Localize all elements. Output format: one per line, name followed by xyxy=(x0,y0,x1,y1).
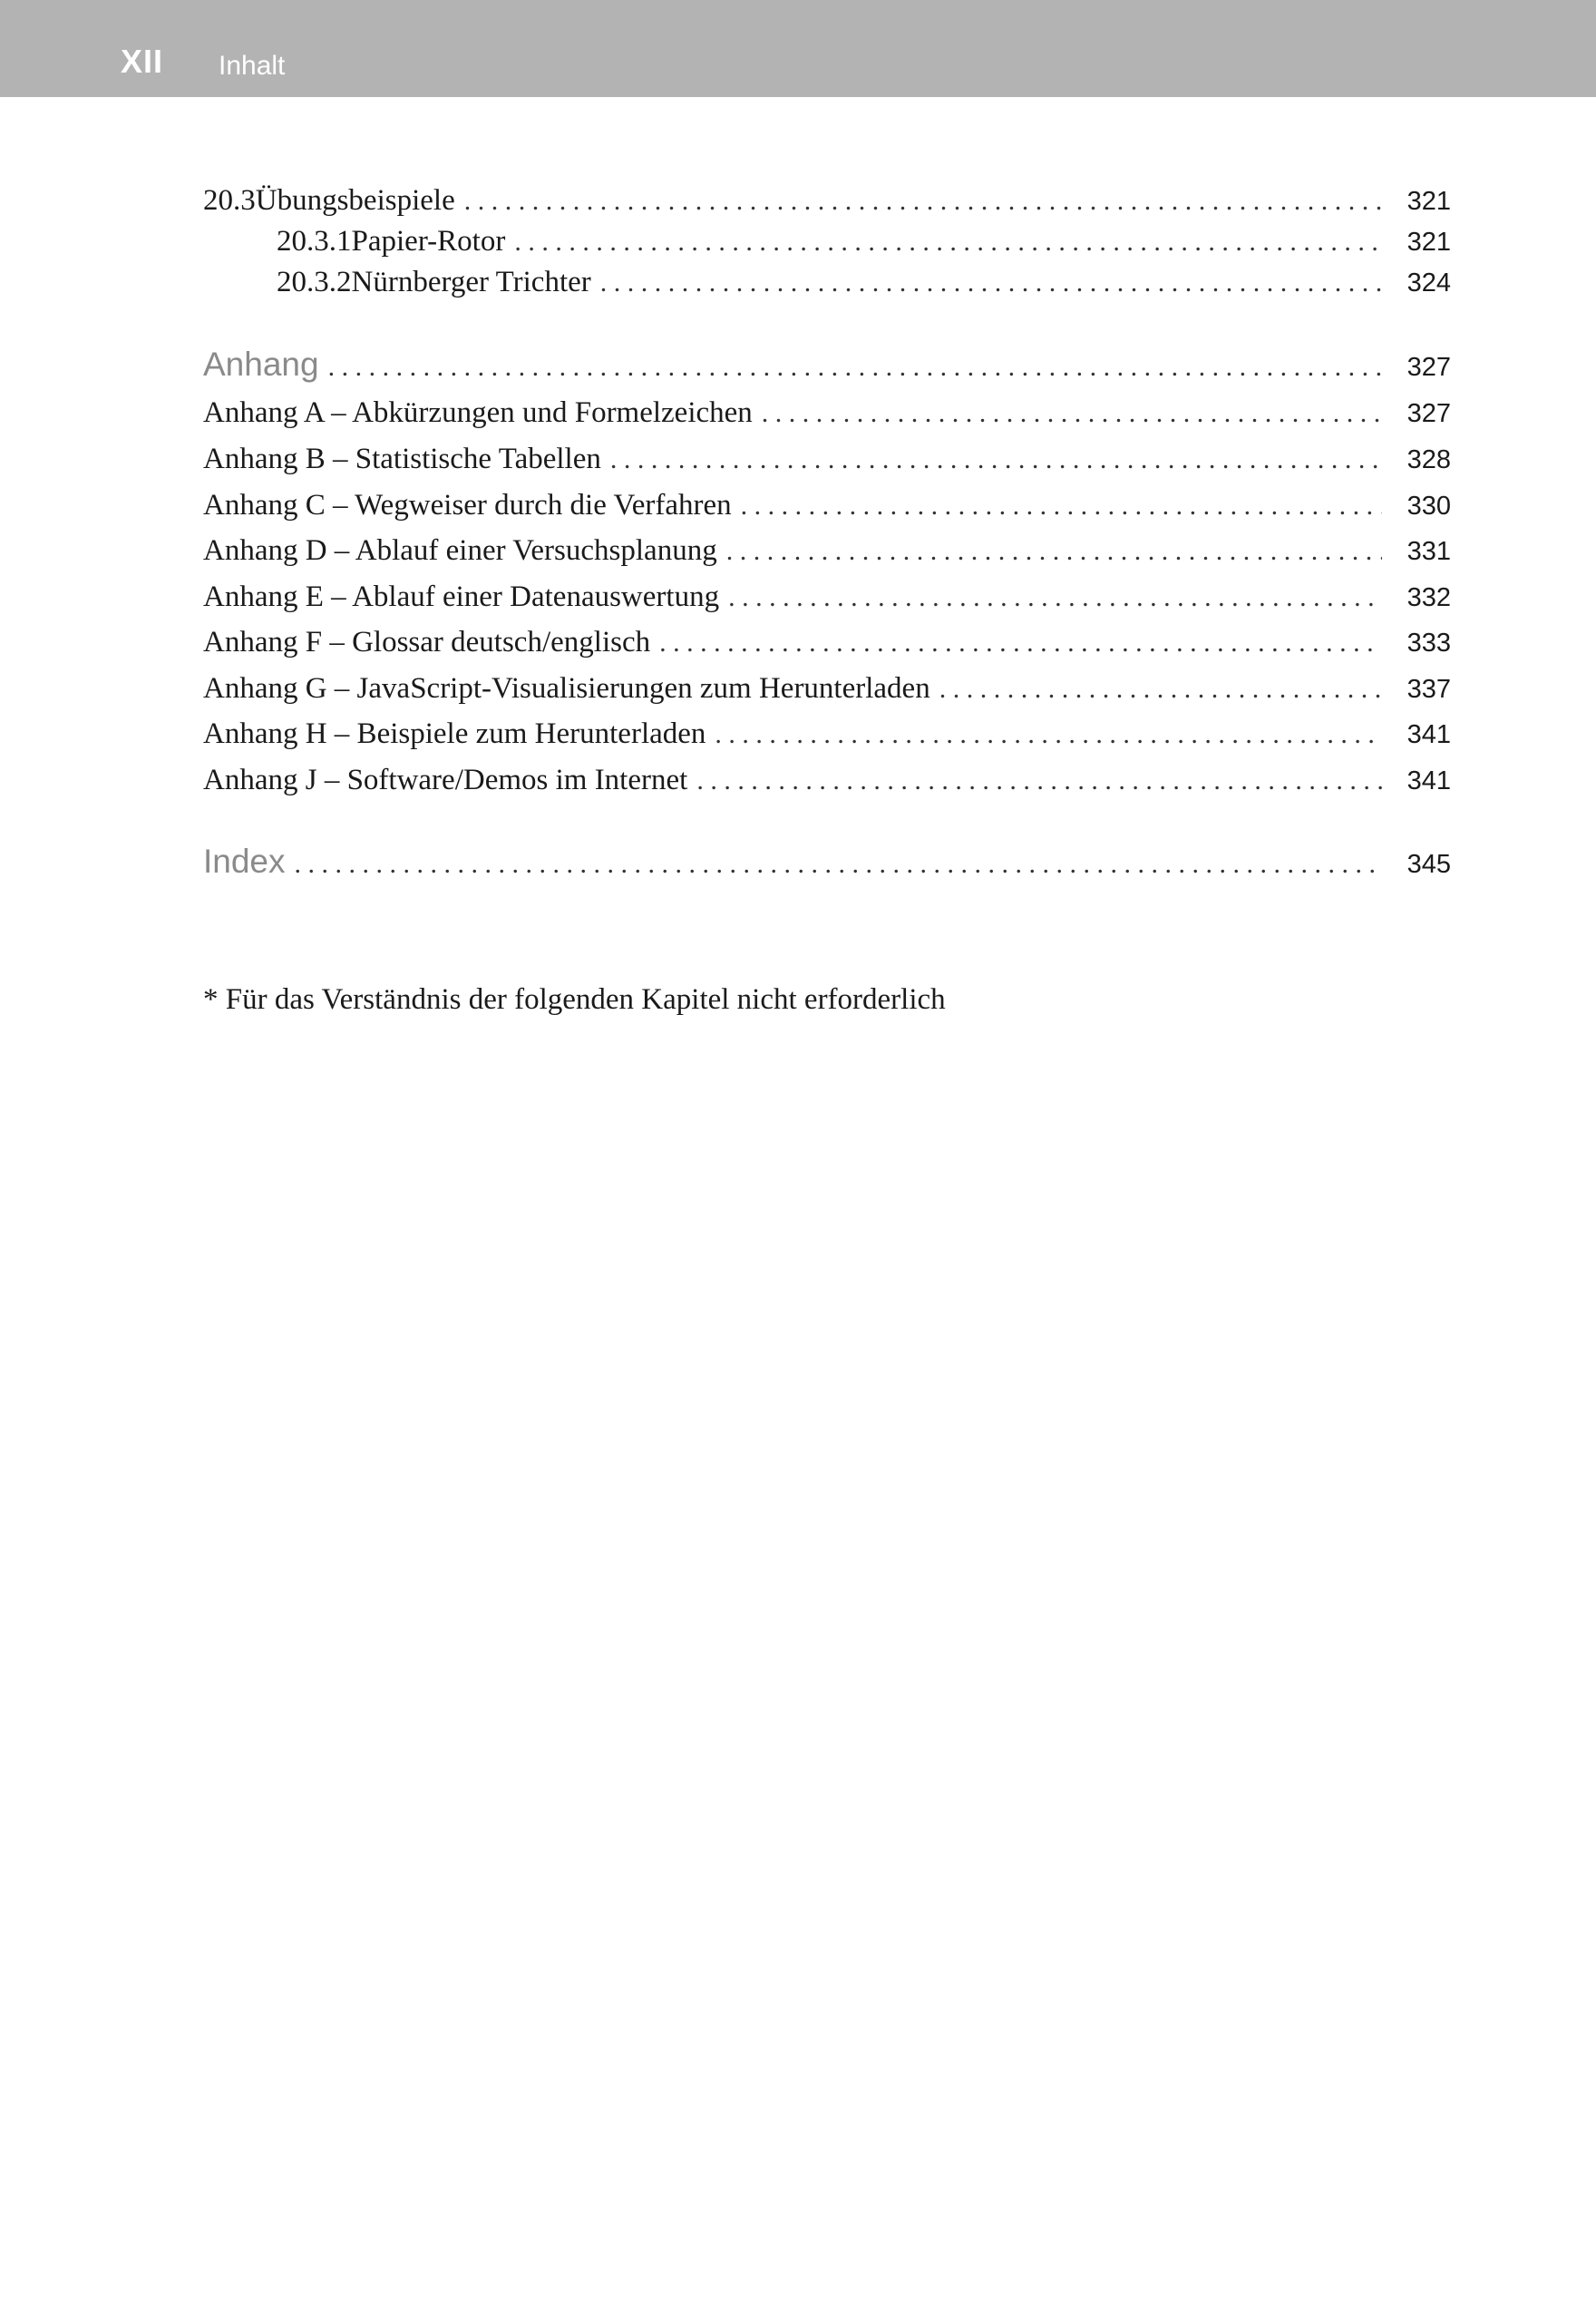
toc-page: 345 xyxy=(1406,850,1451,879)
toc-leader xyxy=(600,268,1382,298)
header-title: Inhalt xyxy=(219,51,286,81)
toc-label: Anhang F – Glossar deutsch/englisch xyxy=(203,626,651,659)
header-page-number: XII xyxy=(121,43,164,80)
toc-label: Anhang G – JavaScript-Visualisierungen zum Herunterladen xyxy=(203,672,930,705)
toc-entry-anhang-f[interactable] xyxy=(203,626,1451,666)
toc-page: 332 xyxy=(1406,583,1451,612)
toc-leader xyxy=(610,444,1382,475)
toc-entry-anhang-c[interactable] xyxy=(203,489,1451,529)
running-header xyxy=(0,0,1596,97)
toc-page: 331 xyxy=(1406,537,1451,566)
toc-label: Anhang C – Wegweiser durch die Verfahren xyxy=(203,489,732,522)
toc-page: 327 xyxy=(1406,399,1451,428)
toc-section-index[interactable] xyxy=(203,843,1451,883)
toc-entry-anhang-e[interactable] xyxy=(203,580,1451,620)
toc-label: Anhang E – Ablauf einer Datenauswertung xyxy=(203,580,720,613)
toc-page: 341 xyxy=(1406,766,1451,795)
toc-number: 20.3 xyxy=(203,184,256,217)
toc-label: Anhang D – Ablauf einer Versuchsplanung xyxy=(203,534,717,567)
toc-entry-anhang-j[interactable] xyxy=(203,764,1451,804)
toc-entry-anhang-g[interactable] xyxy=(203,672,1451,712)
toc-section-label: Anhang xyxy=(203,346,319,383)
toc-leader xyxy=(726,536,1382,567)
toc-page: 333 xyxy=(1406,629,1451,658)
toc-leader xyxy=(741,491,1382,522)
toc-entry-20-3-1[interactable] xyxy=(203,225,1451,265)
toc-section-anhang[interactable] xyxy=(203,346,1451,385)
toc-label: Anhang J – Software/Demos im Internet xyxy=(203,764,688,796)
toc-page: 321 xyxy=(1406,228,1451,257)
toc-leader xyxy=(728,582,1382,613)
toc-page: 330 xyxy=(1406,492,1451,521)
toc-page: 321 xyxy=(1406,187,1451,216)
toc-page: 328 xyxy=(1406,445,1451,474)
footnote: * Für das Verständnis der folgenden Kapitel nicht erforderlich xyxy=(203,983,946,1016)
toc-leader xyxy=(696,766,1382,796)
toc-label: Nürnberger Trichter xyxy=(351,266,591,298)
toc-page: 324 xyxy=(1406,268,1451,298)
toc-label: Übungsbeispiele xyxy=(255,184,455,217)
toc-leader xyxy=(328,352,1382,383)
toc-leader xyxy=(939,674,1382,705)
toc-entry-20-3-2[interactable] xyxy=(203,266,1451,306)
toc-label: Anhang A – Abkürzungen und Formelzeichen xyxy=(203,396,753,429)
toc-leader xyxy=(295,849,1382,880)
toc-label: Papier-Rotor xyxy=(351,225,506,258)
toc-leader xyxy=(659,628,1382,659)
toc-page: 341 xyxy=(1406,720,1451,749)
toc-number: 20.3.1 xyxy=(277,225,352,258)
toc-page: 327 xyxy=(1406,353,1451,382)
toc-number: 20.3.2 xyxy=(277,266,352,298)
toc-label: Anhang H – Beispiele zum Herunterladen xyxy=(203,717,706,750)
toc-entry-anhang-d[interactable] xyxy=(203,534,1451,574)
toc-entry-anhang-a[interactable] xyxy=(203,396,1451,436)
toc-section-label: Index xyxy=(203,843,286,880)
toc-entry-20-3[interactable] xyxy=(203,184,1451,224)
toc-entry-anhang-b[interactable] xyxy=(203,443,1451,483)
toc-leader xyxy=(762,398,1382,429)
toc-page: 337 xyxy=(1406,675,1451,704)
toc-leader xyxy=(514,227,1382,258)
toc-leader xyxy=(715,719,1382,750)
toc-entry-anhang-h[interactable] xyxy=(203,717,1451,757)
toc-leader xyxy=(464,186,1382,217)
toc-label: Anhang B – Statistische Tabellen xyxy=(203,443,601,475)
